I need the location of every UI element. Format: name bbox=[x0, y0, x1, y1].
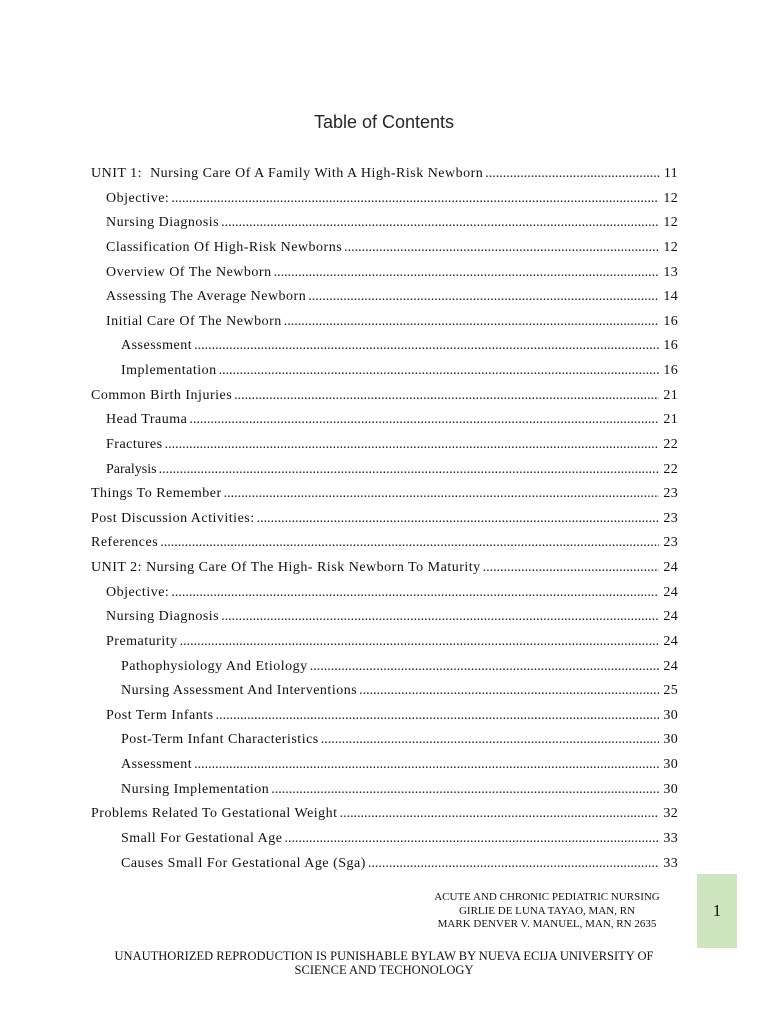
dot-leader bbox=[485, 166, 660, 182]
toc-entry-page: 30 bbox=[663, 707, 678, 723]
dot-leader bbox=[344, 240, 659, 256]
toc-entry-page: 33 bbox=[663, 830, 678, 846]
toc-entry-page: 23 bbox=[663, 486, 678, 502]
toc-entry-page: 12 bbox=[663, 215, 678, 231]
toc-entry-label: Post Term Infants bbox=[106, 707, 214, 723]
toc-entry-label: Classification Of High-Risk Newborns bbox=[106, 239, 343, 255]
dot-leader bbox=[219, 363, 660, 379]
toc-entry-label: Overview Of The Newborn bbox=[106, 264, 272, 280]
toc-entry-page: 13 bbox=[663, 264, 678, 280]
dot-leader bbox=[224, 486, 660, 502]
toc-entry-page: 32 bbox=[663, 806, 678, 822]
toc-entry[interactable] bbox=[91, 457, 678, 482]
dot-leader bbox=[194, 757, 659, 773]
dot-leader bbox=[257, 511, 660, 527]
toc-entry-page: 23 bbox=[663, 510, 678, 526]
toc-entry[interactable] bbox=[91, 630, 678, 655]
toc-entry-page: 22 bbox=[663, 461, 678, 477]
dot-leader bbox=[234, 388, 659, 404]
toc-entry[interactable] bbox=[91, 359, 678, 384]
page-number: 1 bbox=[712, 901, 722, 920]
dot-leader bbox=[284, 831, 659, 847]
toc-entry[interactable] bbox=[91, 777, 678, 802]
toc-entry-label: Post-Term Infant Characteristics bbox=[121, 732, 319, 748]
toc-entry-label: Post Discussion Activities: bbox=[91, 510, 255, 526]
toc-entry[interactable] bbox=[91, 236, 678, 261]
toc-entry[interactable] bbox=[91, 433, 678, 458]
dot-leader bbox=[308, 289, 659, 305]
toc-entry-label: UNIT 2: Nursing Care Of The High- Risk Newborn To Maturity bbox=[91, 560, 481, 575]
toc-entry-page: 11 bbox=[663, 166, 678, 181]
dot-leader bbox=[310, 659, 660, 675]
toc-entry-page: 16 bbox=[663, 363, 678, 378]
toc-entry[interactable] bbox=[91, 654, 678, 679]
toc-entry-label: Fractures bbox=[106, 436, 163, 452]
dot-leader bbox=[340, 806, 660, 822]
copyright-notice bbox=[0, 949, 768, 977]
toc-entry-page: 23 bbox=[663, 535, 678, 551]
toc-entry-label: Assessing The Average Newborn bbox=[106, 289, 307, 305]
toc-entry-page: 21 bbox=[663, 412, 678, 428]
toc-entry-label: Head Trauma bbox=[106, 412, 188, 428]
dot-leader bbox=[189, 412, 659, 428]
toc-entry-page: 21 bbox=[663, 387, 678, 403]
notice-line: UNAUTHORIZED REPRODUCTION IS PUNISHABLE BYLAW BY NUEVA ECIJA UNIVERSITY OF bbox=[114, 949, 654, 963]
toc-entry[interactable] bbox=[91, 383, 678, 408]
toc-entry-label: Paralysis bbox=[106, 461, 157, 477]
dot-leader bbox=[160, 535, 659, 551]
dot-leader bbox=[359, 683, 659, 699]
toc-entry[interactable] bbox=[91, 851, 678, 876]
toc-entry-page: 22 bbox=[663, 436, 678, 452]
toc-entry-page: 24 bbox=[663, 633, 678, 649]
dot-leader bbox=[165, 437, 660, 453]
toc-entry-page: 30 bbox=[663, 732, 678, 748]
toc-entry-label: Objective: bbox=[106, 190, 170, 206]
toc-entry-label: Assessment bbox=[121, 757, 193, 772]
toc-entry-label: Nursing Assessment And Interventions bbox=[121, 683, 358, 699]
toc-entry[interactable] bbox=[91, 802, 678, 827]
toc-entry-label: Objective: bbox=[106, 584, 170, 600]
toc-entry[interactable] bbox=[91, 580, 678, 605]
toc-entry-label: Nursing Diagnosis bbox=[106, 609, 220, 625]
toc-entry-page: 33 bbox=[663, 855, 678, 871]
toc-entry[interactable] bbox=[91, 605, 678, 630]
toc-entry-page: 24 bbox=[663, 560, 678, 575]
toc-entry-label: Common Birth Injuries bbox=[91, 387, 233, 403]
notice-line: SCIENCE AND TECHONOLOGY bbox=[294, 963, 474, 977]
toc-entry-page: 16 bbox=[663, 313, 678, 329]
author-line: MARK DENVER V. MANUEL, MAN, RN 2635 bbox=[437, 918, 657, 930]
toc-entry-label: Causes Small For Gestational Age (Sga) bbox=[121, 855, 366, 871]
toc-entry[interactable] bbox=[91, 482, 678, 507]
toc-entry-page: 24 bbox=[663, 609, 678, 625]
toc-entry-label: Prematurity bbox=[106, 633, 178, 649]
toc-entry[interactable] bbox=[91, 408, 678, 433]
footer-credits bbox=[420, 891, 674, 932]
dot-leader bbox=[171, 585, 659, 601]
toc-entry[interactable] bbox=[91, 260, 678, 285]
toc-entry[interactable] bbox=[91, 506, 678, 531]
toc-entry-page: 30 bbox=[663, 757, 678, 772]
toc-entry-label: Small For Gestational Age bbox=[121, 830, 283, 846]
dot-leader bbox=[483, 560, 660, 576]
page-title: Table of Contents bbox=[313, 112, 455, 132]
dot-leader bbox=[271, 782, 659, 798]
page-number-box bbox=[697, 874, 737, 948]
toc-entry-page: 24 bbox=[663, 658, 678, 674]
toc-entry[interactable] bbox=[91, 753, 678, 778]
toc-entry-label: Pathophysiology And Etiology bbox=[121, 658, 308, 674]
dot-leader bbox=[159, 462, 660, 478]
toc-entry-page: 12 bbox=[663, 190, 678, 206]
toc-entry-label: Things To Remember bbox=[91, 486, 222, 502]
toc-entry-page: 16 bbox=[663, 338, 678, 354]
dot-leader bbox=[221, 609, 659, 625]
toc-entry-label: Nursing Diagnosis bbox=[106, 215, 220, 231]
toc-entry-label: Nursing Implementation bbox=[121, 781, 270, 797]
toc-entry-page: 25 bbox=[663, 683, 678, 699]
toc-entry-label: Problems Related To Gestational Weight bbox=[91, 806, 338, 822]
author-line: GIRLIE DE LUNA TAYAO, MAN, RN bbox=[458, 904, 636, 917]
toc-entry[interactable] bbox=[91, 162, 678, 187]
dot-leader bbox=[194, 338, 659, 354]
toc-entry[interactable] bbox=[91, 186, 678, 211]
toc-entry[interactable] bbox=[91, 211, 678, 236]
toc-entry-page: 24 bbox=[663, 584, 678, 600]
dot-leader bbox=[284, 314, 660, 330]
toc-entry-label: Implementation bbox=[121, 363, 217, 378]
dot-leader bbox=[368, 856, 659, 872]
toc-entry-label: Initial Care Of The Newborn bbox=[106, 313, 282, 329]
toc-entry-page: 30 bbox=[663, 781, 678, 797]
toc-entry-page: 12 bbox=[663, 239, 678, 255]
toc-entry[interactable] bbox=[91, 334, 678, 359]
toc-entry[interactable] bbox=[91, 531, 678, 556]
dot-leader bbox=[171, 191, 659, 207]
toc-entry[interactable] bbox=[91, 556, 678, 581]
toc-entry-label: References bbox=[91, 535, 159, 551]
toc-entry[interactable] bbox=[91, 703, 678, 728]
dot-leader bbox=[180, 634, 660, 650]
toc-entry[interactable] bbox=[91, 827, 678, 852]
dot-leader bbox=[221, 215, 659, 231]
dot-leader bbox=[321, 732, 660, 748]
toc-entry[interactable] bbox=[91, 679, 678, 704]
table-of-contents bbox=[91, 162, 678, 876]
dot-leader bbox=[274, 265, 660, 281]
dot-leader bbox=[216, 708, 660, 724]
toc-entry[interactable] bbox=[91, 309, 678, 334]
toc-entry[interactable] bbox=[91, 285, 678, 310]
toc-entry-label: UNIT 1: Nursing Care Of A Family With A High-Risk Newborn bbox=[91, 166, 484, 181]
toc-entry-page: 14 bbox=[663, 289, 678, 305]
toc-entry-label: Assessment bbox=[121, 338, 193, 354]
course-title: ACUTE AND CHRONIC PEDIATRIC NURSING bbox=[434, 891, 660, 903]
toc-entry[interactable] bbox=[91, 728, 678, 753]
